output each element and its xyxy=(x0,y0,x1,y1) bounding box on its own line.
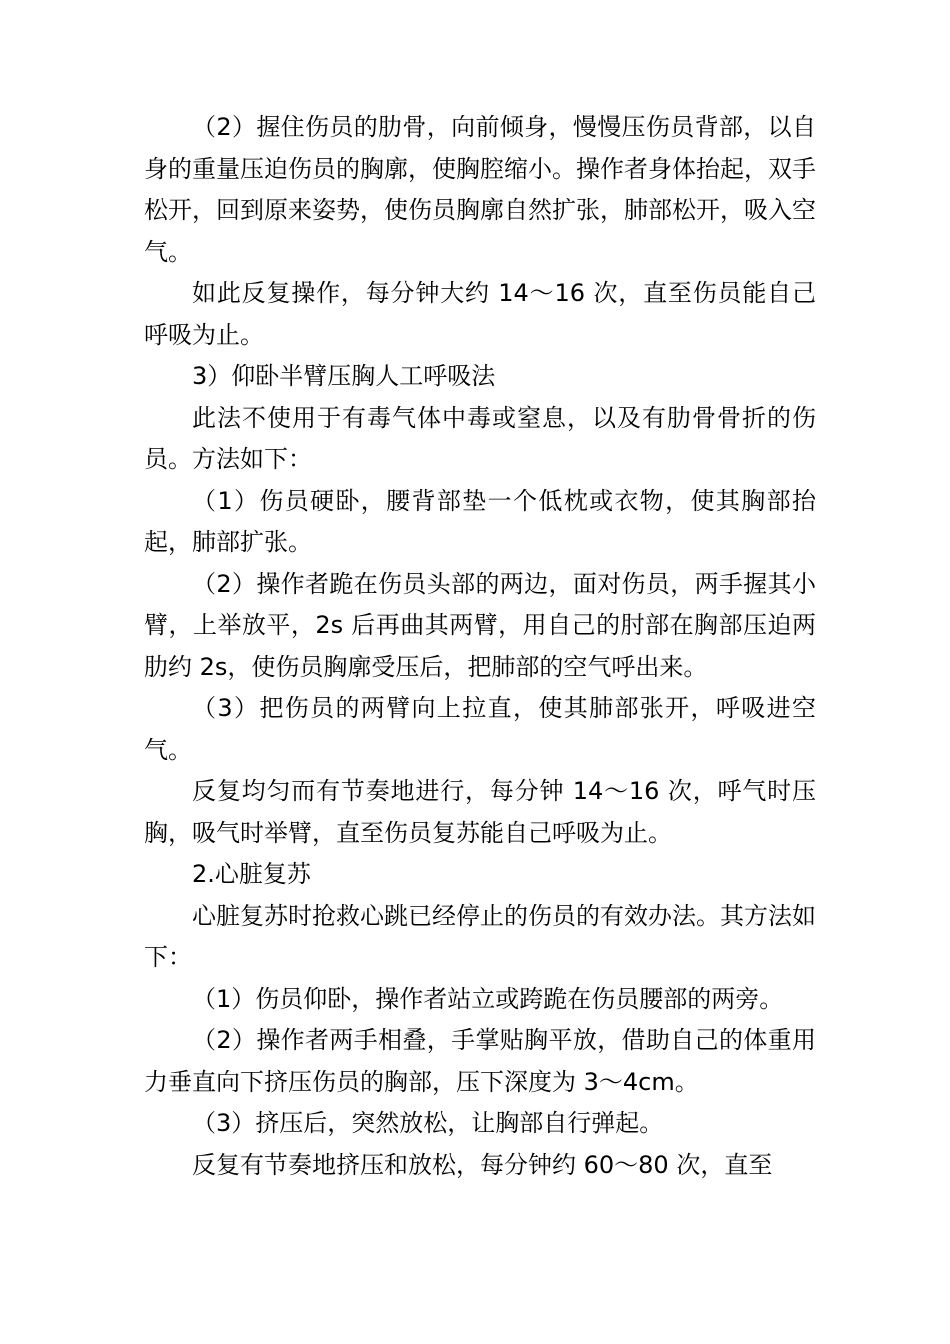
section-heading-3: 3）仰卧半臂压胸人工呼吸法 xyxy=(192,362,496,390)
paragraph-13: （3）挤压后，突然放松，让胸部自行弹起。 xyxy=(192,1109,664,1137)
paragraph-6: （2）操作者跪在伤员头部的两边，面对伤员，两手握其小臂，上举放平，2s 后再曲其两臂，用自己的肘部在胸部压迫两肋约 2s，使伤员胸廓受压后，把肺部的空气呼出来。 xyxy=(144,569,816,681)
section-heading-heart: 2.心脏复苏 xyxy=(192,860,311,888)
paragraph-2: 如此反复操作，每分钟大约 14～16 次，直至伤员能自己呼吸为止。 xyxy=(144,279,816,349)
paragraph-4: 此法不使用于有毒气体中毒或窒息，以及有肋骨骨折的伤员。方法如下： xyxy=(144,403,816,473)
paragraph-10: 心脏复苏时抢救心跳已经停止的伤员的有效办法。其方法如下： xyxy=(144,901,816,971)
paragraph-1: （2）握住伤员的肋骨，向前倾身，慢慢压伤员背部，以自身的重量压迫伤员的胸廓，使胸腔缩小。操作者身体抬起，双手松开，回到原来姿势，使伤员胸廓自然扩张，肺部松开，吸入空气。 xyxy=(144,113,816,266)
paragraph-5: （1）伤员硬卧，腰背部垫一个低枕或衣物，使其胸部抬起，肺部扩张。 xyxy=(144,486,816,556)
paragraph-12: （2）操作者两手相叠，手掌贴胸平放，借助自己的体重用力垂直向下挤压伤员的胸部，压下深度为 3～4cm。 xyxy=(144,1026,816,1096)
paragraph-11: （1）伤员仰卧，操作者站立或跨跪在伤员腰部的两旁。 xyxy=(192,984,784,1013)
paragraph-7: （3）把伤员的两臂向上拉直，使其肺部张开，呼吸进空气。 xyxy=(144,694,816,764)
document-body xyxy=(144,107,816,1186)
paragraph-8: 反复均匀而有节奏地进行，每分钟 14～16 次，呼气时压胸，吸气时举臂，直至伤员复苏能自己呼吸为止。 xyxy=(144,777,816,847)
paragraph-14: 反复有节奏地挤压和放松，每分钟约 60～80 次，直至 xyxy=(192,1150,773,1179)
